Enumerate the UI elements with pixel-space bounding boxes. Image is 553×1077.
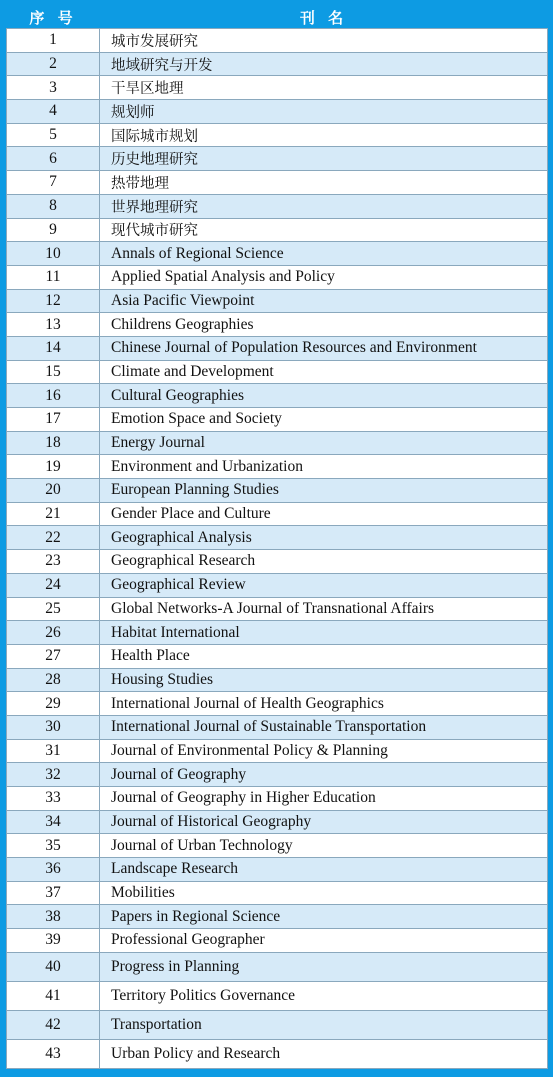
- row-number: 27: [7, 644, 100, 668]
- row-number: 23: [7, 550, 100, 574]
- journal-name: Cultural Geographies: [100, 384, 548, 408]
- row-number: 13: [7, 313, 100, 337]
- table-row: [7, 981, 548, 1010]
- row-number: 1: [7, 29, 100, 53]
- table-row: [7, 787, 548, 811]
- table-row: [7, 668, 548, 692]
- row-number: 31: [7, 739, 100, 763]
- row-number: 30: [7, 715, 100, 739]
- journal-name: Environment and Urbanization: [100, 455, 548, 479]
- row-number: 5: [7, 123, 100, 147]
- table-row: [7, 621, 548, 645]
- row-number: 11: [7, 265, 100, 289]
- table-row: [7, 479, 548, 503]
- row-number: 29: [7, 692, 100, 716]
- journal-name: 干旱区地理: [100, 76, 548, 100]
- table-row: [7, 929, 548, 953]
- table-row: [7, 265, 548, 289]
- journal-name: Asia Pacific Viewpoint: [100, 289, 548, 313]
- row-number: 18: [7, 431, 100, 455]
- table-row: [7, 289, 548, 313]
- table-row: [7, 1010, 548, 1039]
- journal-name: Landscape Research: [100, 858, 548, 882]
- row-number: 43: [7, 1039, 100, 1068]
- journal-name: Geographical Analysis: [100, 526, 548, 550]
- journal-name: Journal of Environmental Policy & Planning: [100, 739, 548, 763]
- journal-name: European Planning Studies: [100, 479, 548, 503]
- journal-name: Health Place: [100, 644, 548, 668]
- row-number: 9: [7, 218, 100, 242]
- table-row: [7, 52, 548, 76]
- row-number: 37: [7, 881, 100, 905]
- row-number: 21: [7, 502, 100, 526]
- row-number: 17: [7, 408, 100, 432]
- journal-name: Applied Spatial Analysis and Policy: [100, 265, 548, 289]
- journal-name: 热带地理: [100, 171, 548, 195]
- table-row: [7, 336, 548, 360]
- row-number: 42: [7, 1010, 100, 1039]
- row-number: 39: [7, 929, 100, 953]
- journal-name: International Journal of Health Geographics: [100, 692, 548, 716]
- journal-name: International Journal of Sustainable Transportation: [100, 715, 548, 739]
- journal-name: Geographical Review: [100, 573, 548, 597]
- table-row: [7, 100, 548, 124]
- journal-name: Global Networks-A Journal of Transnational Affairs: [100, 597, 548, 621]
- row-number: 8: [7, 194, 100, 218]
- journal-name: 国际城市规划: [100, 123, 548, 147]
- row-number: 16: [7, 384, 100, 408]
- table-row: [7, 360, 548, 384]
- row-number: 15: [7, 360, 100, 384]
- table-row: [7, 431, 548, 455]
- row-number: 4: [7, 100, 100, 124]
- row-number: 38: [7, 905, 100, 929]
- journal-name: 城市发展研究: [100, 29, 548, 53]
- table-row: [7, 76, 548, 100]
- row-number: 26: [7, 621, 100, 645]
- journal-name: Progress in Planning: [100, 952, 548, 981]
- journal-name: Geographical Research: [100, 550, 548, 574]
- table-row: [7, 810, 548, 834]
- row-number: 2: [7, 52, 100, 76]
- row-number: 22: [7, 526, 100, 550]
- table-row: [7, 408, 548, 432]
- journal-name: Habitat International: [100, 621, 548, 645]
- table-row: [7, 526, 548, 550]
- journal-name: Journal of Geography: [100, 763, 548, 787]
- journal-name: Mobilities: [100, 881, 548, 905]
- table-row: [7, 171, 548, 195]
- row-number: 19: [7, 455, 100, 479]
- table-row: [7, 858, 548, 882]
- row-number: 40: [7, 952, 100, 981]
- table-row: [7, 644, 548, 668]
- journal-name: Climate and Development: [100, 360, 548, 384]
- row-number: 35: [7, 834, 100, 858]
- row-number: 14: [7, 336, 100, 360]
- table-row: [7, 692, 548, 716]
- table-row: [7, 29, 548, 53]
- table-row: [7, 123, 548, 147]
- row-number: 25: [7, 597, 100, 621]
- table-row: [7, 834, 548, 858]
- journal-name: Childrens Geographies: [100, 313, 548, 337]
- journal-name: Transportation: [100, 1010, 548, 1039]
- journal-name: 世界地理研究: [100, 194, 548, 218]
- table-row: [7, 905, 548, 929]
- table-row: [7, 739, 548, 763]
- row-number: 34: [7, 810, 100, 834]
- journal-name: Journal of Geography in Higher Education: [100, 787, 548, 811]
- journal-name: 现代城市研究: [100, 218, 548, 242]
- table-row: [7, 1039, 548, 1068]
- journal-table: [6, 6, 548, 1069]
- row-number: 7: [7, 171, 100, 195]
- row-number: 10: [7, 242, 100, 266]
- table-row: [7, 242, 548, 266]
- table-row: [7, 147, 548, 171]
- journal-name: Housing Studies: [100, 668, 548, 692]
- table-header-row: [7, 6, 548, 29]
- table-row: [7, 384, 548, 408]
- row-number: 36: [7, 858, 100, 882]
- journal-name: Territory Politics Governance: [100, 981, 548, 1010]
- journal-name: Papers in Regional Science: [100, 905, 548, 929]
- journal-name: Energy Journal: [100, 431, 548, 455]
- table-body: [7, 29, 548, 1069]
- journal-name: Chinese Journal of Population Resources and Environment: [100, 336, 548, 360]
- table-row: [7, 455, 548, 479]
- journal-name: Urban Policy and Research: [100, 1039, 548, 1068]
- journal-name: Gender Place and Culture: [100, 502, 548, 526]
- table-row: [7, 952, 548, 981]
- table-row: [7, 502, 548, 526]
- table-row: [7, 218, 548, 242]
- journal-name: Annals of Regional Science: [100, 242, 548, 266]
- journal-name: Emotion Space and Society: [100, 408, 548, 432]
- table-row: [7, 597, 548, 621]
- row-number: 28: [7, 668, 100, 692]
- table-row: [7, 715, 548, 739]
- row-number: 20: [7, 479, 100, 503]
- journal-name: 地域研究与开发: [100, 52, 548, 76]
- table-row: [7, 881, 548, 905]
- row-number: 33: [7, 787, 100, 811]
- journal-name: Journal of Urban Technology: [100, 834, 548, 858]
- table-row: [7, 194, 548, 218]
- journal-name: Professional Geographer: [100, 929, 548, 953]
- row-number: 6: [7, 147, 100, 171]
- table-row: [7, 313, 548, 337]
- journal-name: 规划师: [100, 100, 548, 124]
- table-row: [7, 550, 548, 574]
- row-number: 12: [7, 289, 100, 313]
- journal-name: Journal of Historical Geography: [100, 810, 548, 834]
- header-number: 序 号: [7, 6, 100, 29]
- row-number: 3: [7, 76, 100, 100]
- row-number: 32: [7, 763, 100, 787]
- row-number: 41: [7, 981, 100, 1010]
- header-journal-name: 刊 名: [100, 6, 548, 29]
- table-row: [7, 573, 548, 597]
- row-number: 24: [7, 573, 100, 597]
- journal-name: 历史地理研究: [100, 147, 548, 171]
- table-row: [7, 763, 548, 787]
